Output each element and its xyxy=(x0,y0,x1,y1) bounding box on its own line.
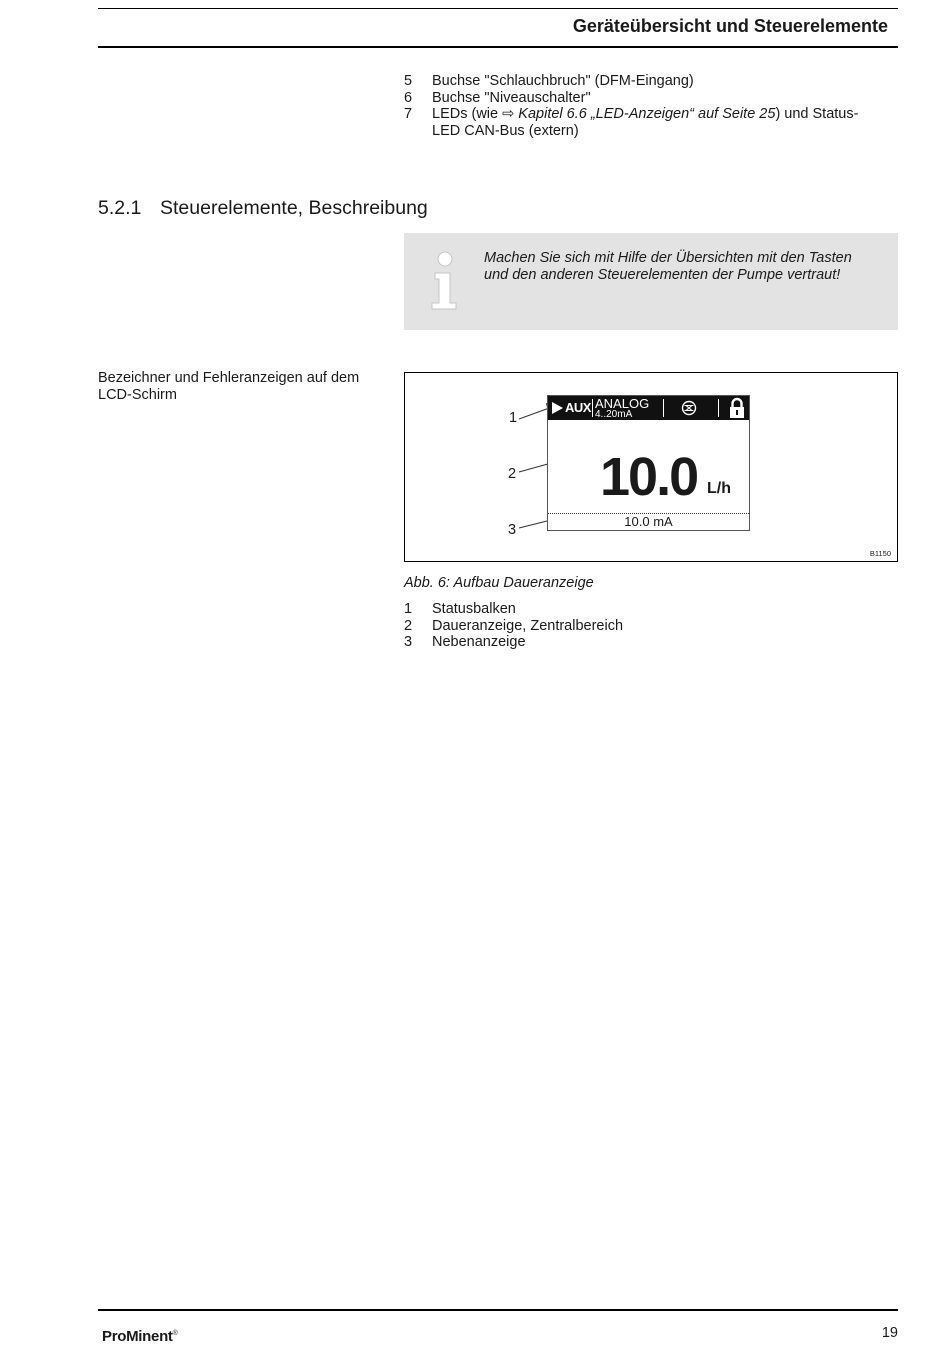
main-unit: L/h xyxy=(707,480,731,497)
list-item-number: 1 xyxy=(404,601,413,617)
info-icon xyxy=(428,251,462,311)
list-item-text: Buchse "Niveauschalter" xyxy=(432,89,591,106)
brand-name: ProMinent xyxy=(102,1328,173,1345)
figure-code: B1150 xyxy=(869,549,891,558)
callout-2: 2 xyxy=(508,466,517,482)
status-bar-divider xyxy=(663,399,664,417)
figure-side-caption: Bezeichner und Fehleranzeigen auf dem LCD-Schirm xyxy=(98,370,360,403)
list-item-number: 5 xyxy=(404,73,413,89)
list-item-text: Daueranzeige, Zentralbereich xyxy=(432,617,624,634)
info-text: Machen Sie sich mit Hilfe der Übersichten mit den Tasten und den anderen Steuerelementen der Pumpe vertraut! xyxy=(484,250,852,283)
list-item-text: Buchse "Schlauchbruch" (DFM-Eingang) xyxy=(432,73,694,89)
lcd-figure xyxy=(404,372,898,562)
aux-label: AUX xyxy=(565,400,591,415)
list-item xyxy=(404,106,872,139)
callout-1: 1 xyxy=(509,410,518,426)
status-bar-divider xyxy=(592,399,593,417)
list-item xyxy=(404,618,872,635)
component-list xyxy=(404,73,872,139)
brand-mark: ® xyxy=(172,1330,178,1337)
info-note xyxy=(404,233,898,330)
status-bar-divider xyxy=(718,399,719,417)
list-item-text-after: ) und Status-LED CAN-Bus (extern) xyxy=(432,106,859,139)
lock-icon xyxy=(728,397,746,419)
status-bar xyxy=(548,396,749,420)
list-item xyxy=(404,601,872,618)
page-number: 19 xyxy=(881,1325,898,1341)
list-item xyxy=(404,90,872,107)
lcd-screen xyxy=(547,395,750,531)
list-item-number: 7 xyxy=(404,106,413,122)
section-title: Steuerelemente, Beschreibung xyxy=(160,197,428,219)
link-arrow-icon: ⇨ xyxy=(502,106,515,122)
list-item-text-before: LEDs (wie xyxy=(432,106,503,122)
list-item-number: 6 xyxy=(404,89,413,106)
list-item xyxy=(404,634,872,651)
header-top-rule xyxy=(98,8,898,9)
range-label: 4..20mA xyxy=(595,409,633,420)
figure-legend xyxy=(404,601,872,651)
list-item-text: Statusbalken xyxy=(432,601,516,617)
section-number: 5.2.1 xyxy=(98,197,142,219)
brand-logo xyxy=(102,1328,178,1345)
page-header-title: Geräteübersicht und Steuerelemente xyxy=(572,16,888,36)
pump-symbol-icon xyxy=(681,400,697,416)
footer-rule xyxy=(98,1309,898,1311)
section-heading xyxy=(98,197,428,220)
list-item xyxy=(404,73,872,90)
header-bottom-rule xyxy=(98,46,898,48)
list-item-number: 2 xyxy=(404,617,413,634)
figure-caption: Abb. 6: Aufbau Daueranzeige xyxy=(404,575,594,591)
arrow-right-icon xyxy=(550,401,564,415)
chapter-link[interactable] xyxy=(502,106,775,122)
callout-3: 3 xyxy=(508,522,517,538)
main-value: 10.0 xyxy=(600,447,698,507)
secondary-value: 10.0 mA xyxy=(624,514,673,529)
chapter-link-text: Kapitel 6.6 „LED-Anzeigen“ auf Seite 25 xyxy=(518,106,776,122)
mode-label: ANALOG xyxy=(595,396,650,411)
list-item-number: 3 xyxy=(404,634,413,650)
list-item-text: Nebenanzeige xyxy=(432,634,526,650)
list-item-text xyxy=(432,106,872,139)
